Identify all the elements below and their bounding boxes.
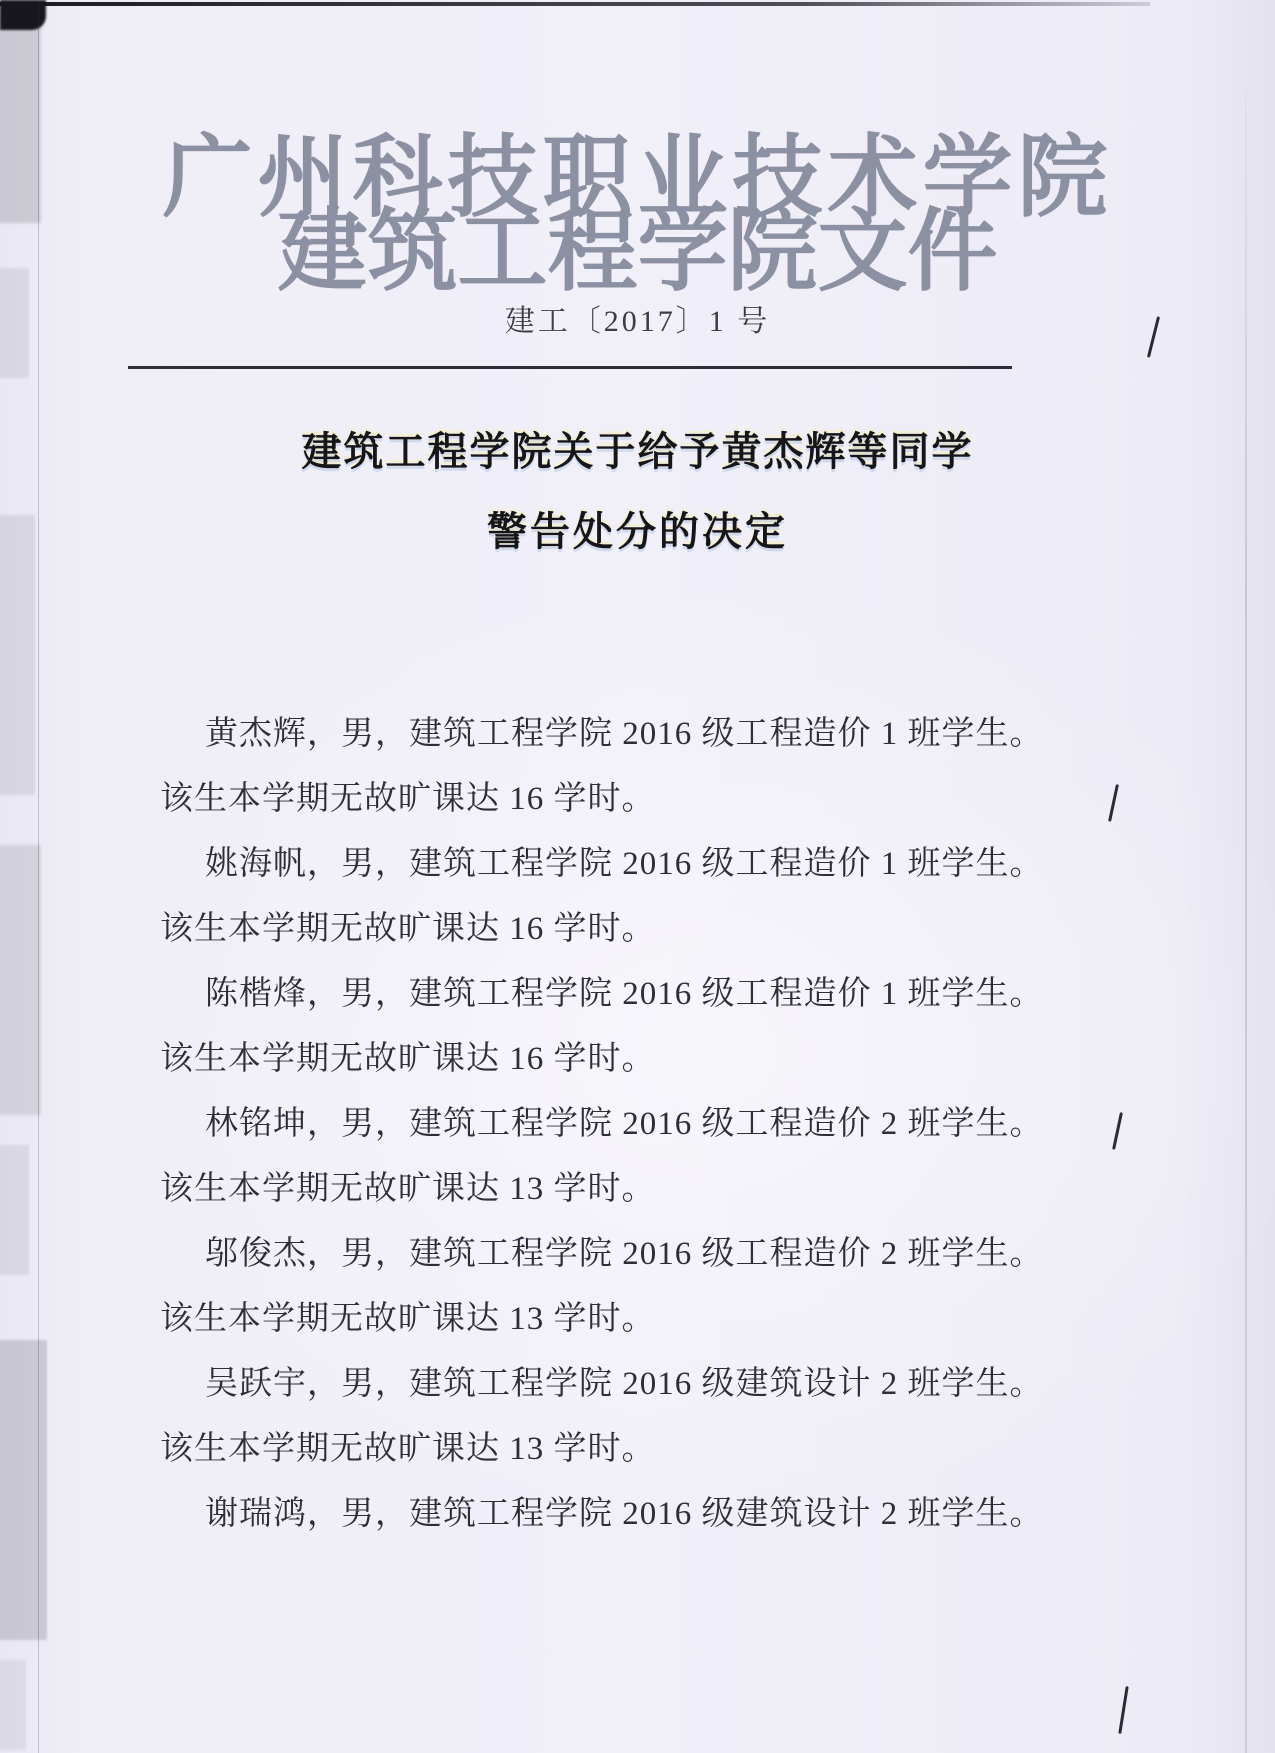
- document-title-line1: 建筑工程学院关于给予黄杰辉等同学: [301, 429, 974, 475]
- scan-smudge: [0, 1660, 26, 1750]
- scan-smudge: [0, 845, 42, 1115]
- body-line: 该生本学期无故旷课达 13 学时。: [160, 1171, 656, 1207]
- body-line: 谢瑞鸿，男，建筑工程学院 2016 级建筑设计 2 班学生。: [205, 1496, 1044, 1532]
- body-line: 陈楷烽，男，建筑工程学院 2016 级工程造价 1 班学生。: [205, 976, 1044, 1012]
- pen-mark: [1108, 784, 1119, 822]
- scan-smudge: [0, 515, 36, 795]
- letterhead-divider-rule: [128, 366, 1012, 369]
- body-line: 该生本学期无故旷课达 13 学时。: [160, 1301, 656, 1337]
- body-line: 该生本学期无故旷课达 16 学时。: [160, 911, 656, 947]
- pen-mark: [1112, 1112, 1123, 1150]
- body-line: 黄杰辉，男，建筑工程学院 2016 级工程造价 1 班学生。: [205, 716, 1044, 752]
- body-line: 该生本学期无故旷课达 16 学时。: [160, 1041, 656, 1077]
- document-number: 建工〔2017〕1 号: [504, 305, 771, 338]
- body-line: 吴跃宇，男，建筑工程学院 2016 级建筑设计 2 班学生。: [205, 1366, 1044, 1402]
- body-line: 姚海帆，男，建筑工程学院 2016 级工程造价 1 班学生。: [205, 846, 1044, 882]
- scan-smudge: [0, 1340, 48, 1640]
- letterhead-org-name: 广州科技职业技术学院: [162, 129, 1113, 228]
- document-body: [160, 702, 1044, 1547]
- document-title-line2: 警告处分的决定: [487, 509, 788, 555]
- body-line: 林铭坤，男，建筑工程学院 2016 级工程造价 2 班学生。: [205, 1106, 1044, 1142]
- scan-smudge: [0, 1145, 30, 1275]
- body-line: 该生本学期无故旷课达 13 学时。: [160, 1431, 656, 1467]
- body-line: 该生本学期无故旷课达 16 学时。: [160, 781, 656, 817]
- scan-top-edge-artifact: [0, 2, 1150, 6]
- letterhead-dept-name: 建筑工程学院文件: [277, 203, 998, 302]
- body-line: 邬俊杰，男，建筑工程学院 2016 级工程造价 2 班学生。: [205, 1236, 1044, 1272]
- pen-mark: [1118, 1686, 1128, 1734]
